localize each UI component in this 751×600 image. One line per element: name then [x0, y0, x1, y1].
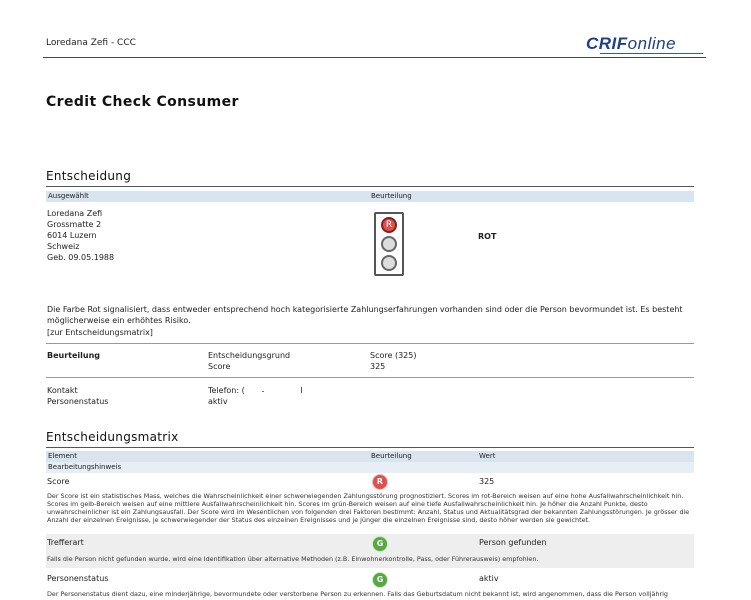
- col-value: Wert: [479, 452, 496, 460]
- person-street: Grossmatte 2: [47, 220, 102, 229]
- matrix-table-header: [46, 451, 694, 462]
- score-value: 325: [370, 362, 386, 371]
- col-rating: Beurteilung: [371, 452, 412, 460]
- assessment-label: Beurteilung: [47, 351, 101, 360]
- traffic-light-red: R: [381, 217, 397, 233]
- section-heading-decision: Entscheidung: [46, 169, 132, 183]
- divider: [46, 343, 694, 344]
- rating-badge-green: G: [373, 537, 387, 551]
- matrix-row-element: Score: [47, 477, 70, 486]
- matrix-subheader: [46, 462, 694, 473]
- matrix-row-value: 325: [479, 477, 495, 486]
- person-address: [47, 208, 114, 263]
- logo-light-text: online: [627, 34, 677, 53]
- person-name: Loredana Zefi: [47, 209, 103, 218]
- header-person-name: Loredana Zefi - CCC: [46, 38, 136, 48]
- matrix-row-value: aktiv: [479, 574, 499, 583]
- col-selected: Ausgewählt: [48, 192, 89, 200]
- divider: [46, 377, 694, 378]
- matrix-row-element: Personenstatus: [47, 574, 109, 583]
- rating-badge-red: R: [373, 475, 387, 489]
- traffic-light-yellow: [381, 236, 397, 252]
- traffic-light: [374, 212, 404, 276]
- section-divider: [46, 186, 694, 187]
- matrix-link[interactable]: [zur Entscheidungsmatrix]: [47, 328, 153, 337]
- redaction-mark: [301, 387, 302, 393]
- matrix-row-value: Person gefunden: [479, 538, 547, 547]
- col-note: Bearbeitungshinweis: [48, 463, 122, 471]
- logo-bold-text: CRIF: [586, 34, 628, 53]
- rating-badge-green: G: [373, 573, 387, 587]
- matrix-row-element: Trefferart: [47, 538, 84, 547]
- redaction-mark: [262, 391, 264, 392]
- col-element: Element: [48, 452, 77, 460]
- page-title: Credit Check Consumer: [46, 94, 239, 110]
- section-heading-matrix: Entscheidungsmatrix: [46, 430, 179, 444]
- reason-label: Entscheidungsgrund: [208, 351, 291, 360]
- decision-table-header: [46, 191, 694, 202]
- section-divider: [46, 447, 694, 448]
- contact-label: Kontakt: [47, 386, 78, 395]
- person-birthdate: Geb. 09.05.1988: [47, 253, 115, 262]
- col-rating: Beurteilung: [371, 192, 412, 200]
- decision-explanation: Die Farbe Rot signalisiert, dass entweder entsprechend hoch kategorisierte Zahlungserfahrungen vorhanden sind oder die Person bevormundet ist. Es besteht möglicherweise ein erhöhtes Risiko.: [47, 305, 683, 325]
- reason-value: Score (325): [370, 351, 417, 360]
- score-label: Score: [208, 362, 231, 371]
- decision-result: ROT: [478, 232, 497, 241]
- matrix-row-note: Falls die Person nicht gefunden wurde, wird eine Identifikation über alternative Methoden (z.B. Einwohnerkontrolle, Pass, oder Führerausweis) empfohlen.: [47, 555, 539, 563]
- status-value: aktiv: [208, 397, 228, 406]
- crif-online-logo: [586, 34, 676, 54]
- traffic-light-green: [381, 255, 397, 271]
- header-divider: [43, 57, 706, 58]
- matrix-row-note: Der Score ist ein statistisches Mass, welches die Wahrscheinlichkeit einer schwerwiegenden Zahlungsstörung prognostiziert. Scores im rot-Bereich weisen auf eine hohe Ausfallwahrscheinlichkeit hin. Scores im gelb-Bereich weisen auf eine mittlere Ausfallwahrscheinlichkeit hin. Scores im grün-Bereich weisen auf eine tiefe Ausfallwahrscheinlichkeit hin. Je höher die Anzahl Punkte, desto unwahrscheinlicher ist ein Zahlungsausfall. Der Score wird im Wesentlichen von folgenden drei Faktoren bestimmt: Anzahl, Status und Aktualitätsgrad der bekannten Zahlungsstörungen. Je grösser die Anzahl der einzelnen Ereignisse, je schwerwiegender der Status des einzelnen Ereignisses und je jünger die einzelnen Ereignisse sind, desto höher werden sie gewichtet.: [47, 492, 690, 524]
- contact-value: Telefon: (: [208, 386, 245, 395]
- person-city: 6014 Luzern: [47, 231, 97, 240]
- logo-underline: [600, 53, 703, 54]
- person-country: Schweiz: [47, 242, 80, 251]
- matrix-row-note: Der Personenstatus dient dazu, eine minderjährige, bevormundete oder verstorbene Person zu erkennen. Falls das Geburtsdatum nicht bekannt ist, wird angenommen, dass die Person volljährig: [47, 590, 668, 598]
- status-label: Personenstatus: [47, 397, 109, 406]
